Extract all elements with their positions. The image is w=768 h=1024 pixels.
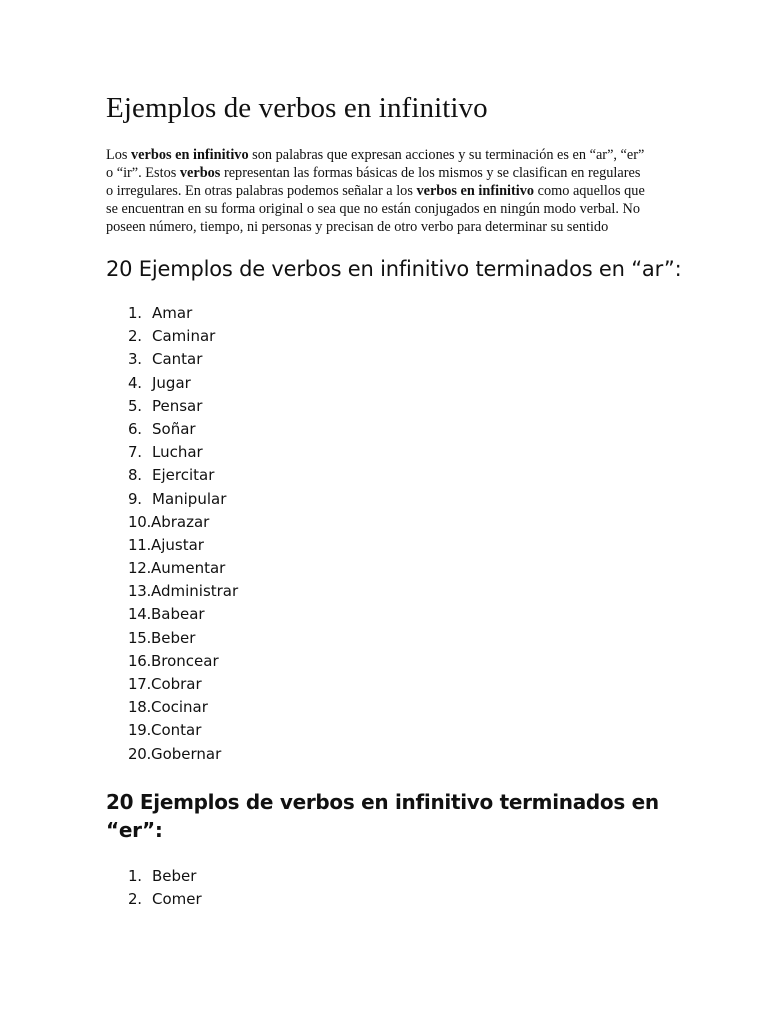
list-item-number: 18. [128,698,151,717]
list-item-number: 2. [128,327,142,346]
list-item-verb: Gobernar [150,744,222,763]
list-item-number: 8. [128,466,142,485]
intro-paragraph [106,146,651,236]
list-item-number: 1. [128,304,142,322]
list-item-number: 11. [128,535,151,554]
list-item [128,888,202,911]
intro-bold-1: verbos en infinitivo [131,147,249,163]
list-item-number: 7. [128,443,142,462]
list-item-number: 20. [128,744,151,763]
list-item-verb: Cobrar [150,675,202,693]
list-item-number: 2. [128,890,142,909]
list-item [128,650,238,673]
list-item-verb: Manipular [152,489,227,508]
intro-text-3: representan las formas básicas de los mismos y se clasifican en regulares o irregulares. En otras palabras podemos señalar a los [106,165,641,200]
intro-text-2: son palabras que expresan acciones y su terminación es en “ar”, “er” o “ir”. Estos [106,147,645,182]
list-item-number: 9. [128,489,142,508]
list-item [128,696,238,719]
list-item-verb: Cantar [152,350,203,369]
list-item [128,673,238,696]
list-item [128,603,238,626]
intro-bold-3: verbos en infinitivo [416,183,535,200]
list-item [128,418,238,441]
list-item-verb: Cocinar [150,698,208,717]
list-item-verb: Jugar [152,373,191,392]
list-item-verb: Broncear [150,651,219,670]
intro-bold-2: verbos [179,165,221,182]
list-item [128,395,238,418]
section-ar-heading: 20 Ejemplos de verbos en infinitivo terminados en “ar”: [106,257,682,281]
page-title: Ejemplos de verbos en infinitivo [106,92,488,124]
list-item [128,865,202,888]
list-item-verb: Beber [152,867,197,885]
list-item [128,302,238,325]
list-item-number: 3. [128,350,142,369]
list-item-verb: Beber [150,628,196,647]
list-item [128,488,238,511]
section-er-heading: 20 Ejemplos de verbos en infinitivo terminados en “er”: [106,790,659,842]
list-item-number: 19. [128,721,151,740]
list-item [128,627,238,650]
list-item-verb: Luchar [152,443,203,462]
list-item-verb: Babear [150,605,205,624]
list-item-verb: Ajustar [150,535,204,554]
verb-list-er [128,865,202,911]
list-item [128,441,238,464]
list-item-number: 13. [128,582,151,601]
list-item [128,464,238,487]
list-item-number: 10. [128,512,151,531]
verb-list-ar [128,302,238,766]
list-item [128,348,238,371]
list-item [128,534,238,557]
list-item [128,511,238,534]
list-item-verb: Comer [152,890,202,909]
list-item [128,372,238,395]
list-item-number: 14. [128,605,151,624]
list-item [128,743,238,766]
list-item-verb: Administrar [150,582,239,601]
intro-text-4: como aquellos que se encuentran en su forma original o sea que no están conjugados en ningún modo verbal. No poseen número, tiempo, ni personas y precisan de otro verbo para determinar su sentido [106,183,645,236]
list-item-verb: Aumentar [150,559,226,578]
list-item-number: 15. [128,628,151,647]
list-item-number: 17. [128,675,151,693]
list-item-number: 12. [128,559,151,578]
list-item-number: 5. [128,396,142,415]
list-item-verb: Pensar [152,396,203,415]
list-item [128,557,238,580]
list-item-verb: Soñar [152,419,196,438]
intro-text-1: Los [106,147,132,163]
list-item [128,325,238,348]
list-item [128,719,238,742]
list-item-verb: Amar [152,304,193,322]
list-item-number: 6. [128,419,142,438]
list-item-verb: Contar [150,721,202,740]
list-item-number: 4. [128,373,142,392]
list-item-verb: Ejercitar [152,466,215,485]
list-item [128,580,238,603]
list-item-verb: Abrazar [150,512,210,531]
list-item-verb: Caminar [152,327,216,346]
list-item-number: 16. [128,651,151,670]
list-item-number: 1. [128,867,142,885]
